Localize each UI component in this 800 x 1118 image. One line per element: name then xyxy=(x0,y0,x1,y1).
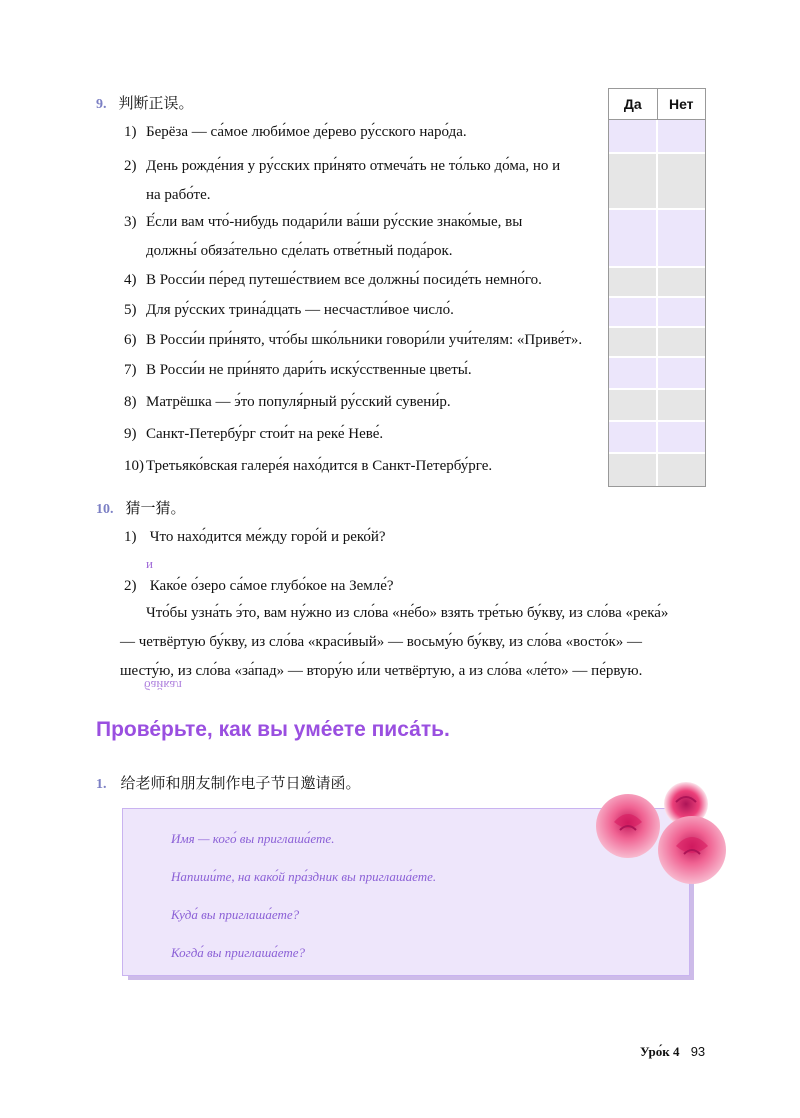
statement-number: 6) xyxy=(124,332,137,348)
riddle-1-answer-hint: и xyxy=(146,556,153,571)
statement-number: 8) xyxy=(124,394,137,410)
rose-3 xyxy=(658,816,726,884)
invitation-prompt-3: Куда́ вы приглаша́ете? xyxy=(171,907,300,922)
statement-number: 2) xyxy=(124,158,137,174)
statement-number: 7) xyxy=(124,362,137,378)
section-title: Прове́рьте, как вы уме́ете писа́ть. xyxy=(96,718,450,741)
answer-cell-yes[interactable] xyxy=(609,268,658,296)
exercise-9-number: 9. xyxy=(96,97,107,112)
statement-text: В Росси́и при́нято, что́бы шко́льники говори́ли учи́телям: «Приве́т». xyxy=(146,332,583,348)
statement-number: 4) xyxy=(124,272,137,288)
exercise-10-header xyxy=(96,497,186,518)
statement-text: В Росси́и пе́ред путеше́ствием все должны́ посиде́ть немно́го. xyxy=(146,272,542,288)
statement-text: Берёза — са́мое люби́мое де́рево ру́сского наро́да. xyxy=(146,124,467,140)
statement-text: Е́сли вам что́-нибудь подари́ли ва́ши ру́сские знако́мые, вы xyxy=(146,214,523,230)
answer-row-7 xyxy=(609,358,705,390)
riddle-1 xyxy=(124,523,386,552)
answer-cell-yes[interactable] xyxy=(609,154,658,208)
answer-cell-no[interactable] xyxy=(658,268,705,296)
writing-task-text: 给老师和朋友制作电子节日邀请函。 xyxy=(120,774,361,792)
statement-text: В Росси́и не при́нято дари́ть иску́сственные цветы́. xyxy=(146,362,472,378)
exercise-9-title: 判断正误。 xyxy=(118,94,194,112)
answer-cell-no[interactable] xyxy=(658,120,705,152)
riddle-1-text: Что нахо́дится ме́жду горо́й и реко́й? xyxy=(149,529,386,545)
yes-header: Да xyxy=(609,89,658,119)
statement-8 xyxy=(124,388,604,417)
answer-row-9 xyxy=(609,422,705,454)
statement-number: 10) xyxy=(124,458,144,474)
answer-cell-yes[interactable] xyxy=(609,454,658,486)
exercise-9-header xyxy=(96,92,194,113)
table-rows xyxy=(609,120,705,486)
statement-1 xyxy=(124,118,604,147)
answer-row-8 xyxy=(609,390,705,422)
statement-9 xyxy=(124,420,604,449)
statement-text: должны́ обяза́тельно сде́лать отве́тный пода́рок. xyxy=(146,243,453,259)
statement-number: 1) xyxy=(124,124,137,140)
answer-row-6 xyxy=(609,328,705,358)
answer-cell-yes[interactable] xyxy=(609,298,658,326)
answer-cell-yes[interactable] xyxy=(609,328,658,356)
writing-task-number: 1. xyxy=(96,777,107,792)
statement-text: День рожде́ния у ру́сских при́нято отмеча́ть не то́лько до́ма, но и xyxy=(146,158,561,174)
page-number: 93 xyxy=(690,1044,706,1059)
statement-number: 9) xyxy=(124,426,137,442)
table-header xyxy=(609,89,705,120)
answer-cell-yes[interactable] xyxy=(609,358,658,388)
answer-cell-no[interactable] xyxy=(658,454,705,486)
exercise-10-number: 10. xyxy=(96,502,114,517)
answer-row-3 xyxy=(609,210,705,268)
statement-4 xyxy=(124,266,604,295)
invitation-prompt-1: Имя — кого́ вы приглаша́ете. xyxy=(171,831,335,846)
answer-row-10 xyxy=(609,454,705,486)
riddle-1-number: 1) xyxy=(124,529,137,545)
page-footer xyxy=(640,1044,705,1060)
answer-cell-no[interactable] xyxy=(658,298,705,326)
answer-row-4 xyxy=(609,268,705,298)
answer-cell-yes[interactable] xyxy=(609,120,658,152)
riddle-2-paragraph xyxy=(120,599,700,686)
no-header: Нет xyxy=(668,96,694,112)
riddle-2-answer-hint: байкал xyxy=(144,678,182,693)
roses-image xyxy=(592,778,738,890)
answer-row-5 xyxy=(609,298,705,328)
answer-cell-no[interactable] xyxy=(658,358,705,388)
invitation-prompt-4: Когда́ вы приглаша́ете? xyxy=(171,945,306,960)
statement-text: Матрёшка — э́то популя́рный ру́сский сувени́р. xyxy=(146,394,451,410)
statement-text: Для ру́сских трина́дцать — несчастли́вое число́. xyxy=(146,302,454,318)
answer-cell-no[interactable] xyxy=(658,390,705,420)
statement-number: 3) xyxy=(124,214,137,230)
statement-3 xyxy=(124,208,604,266)
answer-cell-no[interactable] xyxy=(658,210,705,266)
statement-number: 5) xyxy=(124,302,137,318)
statement-6 xyxy=(124,326,604,355)
answer-cell-yes[interactable] xyxy=(609,390,658,420)
riddle-2-line-3: шесту́ю, из сло́ва «за́пад» — втору́ю и́ли четвёртую, а из сло́ва «ле́то» — пе́рвую. xyxy=(120,663,643,679)
statement-10 xyxy=(124,452,604,481)
statement-text: Третьяко́вская галере́я нахо́дится в Санкт-Петербу́рге. xyxy=(146,458,493,474)
riddle-2-number: 2) xyxy=(124,578,137,594)
rose-1 xyxy=(596,794,660,858)
answer-cell-yes[interactable] xyxy=(609,210,658,266)
writing-task xyxy=(96,772,361,793)
statement-text: Санкт-Петербу́рг стои́т на реке́ Неве́. xyxy=(146,426,384,442)
statement-5 xyxy=(124,296,604,325)
statement-2 xyxy=(124,152,604,210)
exercise-10-title: 猜一猜。 xyxy=(125,499,186,517)
answer-row-2 xyxy=(609,154,705,210)
statement-text: на рабо́те. xyxy=(146,187,211,203)
statement-7 xyxy=(124,356,604,385)
riddle-2 xyxy=(124,572,394,601)
lesson-label: Уро́к 4 xyxy=(640,1044,680,1059)
answer-cell-yes[interactable] xyxy=(609,422,658,452)
riddle-2-text: Како́е о́зеро са́мое глубо́кое на Земле́? xyxy=(149,578,394,594)
true-false-table xyxy=(608,88,706,487)
answer-cell-no[interactable] xyxy=(658,422,705,452)
answer-cell-no[interactable] xyxy=(658,328,705,356)
riddle-2-line-2: — четвёртую бу́кву, из сло́ва «краси́вый» — восьму́ю бу́кву, из сло́ва «восто́к» — xyxy=(120,634,642,650)
answer-row-1 xyxy=(609,120,705,154)
answer-cell-no[interactable] xyxy=(658,154,705,208)
riddle-2-line-1: Что́бы узна́ть э́то, вам ну́жно из сло́ва «не́бо» взять тре́тью бу́кву, из сло́ва «река́» xyxy=(146,605,669,621)
invitation-prompt-2: Напиши́те, на како́й пра́здник вы приглаша́ете. xyxy=(171,869,437,884)
